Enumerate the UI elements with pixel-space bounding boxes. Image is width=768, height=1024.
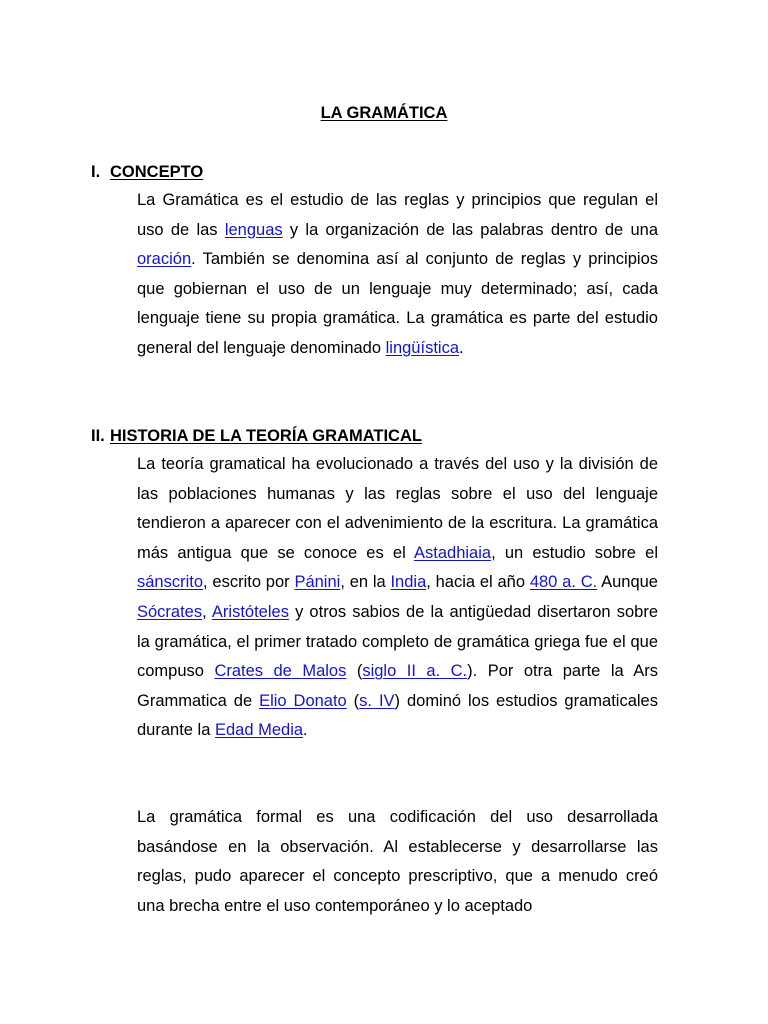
- paragraph-historia-1: [137, 450, 658, 746]
- section-number: II.: [91, 427, 105, 445]
- link-edad-media[interactable]: Edad Media: [214, 721, 304, 740]
- link-aristoteles[interactable]: Aristóteles: [211, 602, 289, 621]
- link-panini[interactable]: Pánini: [294, 573, 341, 592]
- link-lenguas[interactable]: lenguas: [224, 220, 283, 239]
- text-run: (: [346, 662, 363, 681]
- section-heading-historia: [91, 424, 422, 448]
- text-run: La teoría gramatical ha evolucionado a través del uso y la división de las poblaciones humanas y las reglas sobre el uso del lenguaje tendieron a aparecer con el advenimiento de la escritura. La gramática más antigua que se conoce es el: [137, 455, 658, 562]
- text-run: ) dominó los estudios gramaticales durante la: [137, 691, 658, 740]
- paragraph-historia-2: [137, 803, 658, 921]
- text-run: . También se denomina así al conjunto de reglas y principios que gobiernan el uso de un lenguaje muy determinado; así, cada lenguaje tiene su propia gramática. La gramática es parte del estudio general del lenguaje denominado: [137, 250, 658, 357]
- section-number: I.: [91, 163, 101, 181]
- document-title: [0, 101, 768, 125]
- link-crates-de-malos[interactable]: Crates de Malos: [214, 662, 347, 681]
- link-siglo-iv[interactable]: s. IV: [359, 691, 395, 710]
- text-run: y la organización de las palabras dentro de una: [282, 220, 658, 239]
- text-run: Aunque: [597, 573, 658, 592]
- text-run: .: [303, 721, 308, 740]
- link-sanscrito[interactable]: sánscrito: [137, 573, 204, 592]
- link-elio-donato[interactable]: Elio Donato: [259, 691, 347, 710]
- link-oracion[interactable]: oración: [137, 250, 192, 269]
- link-linguistica[interactable]: lingüística: [385, 338, 459, 357]
- text-run: , un estudio sobre el: [491, 543, 658, 562]
- text-run: , escrito por: [203, 573, 295, 592]
- text-run: y otros sabios de la antigüedad disertaron sobre la gramática, el primer tratado completo de gramática griega fue el que compuso: [137, 602, 658, 681]
- text-run: , hacia el año: [426, 573, 530, 592]
- text-run: .: [459, 338, 464, 357]
- link-india[interactable]: India: [390, 573, 427, 592]
- link-astadhiaia[interactable]: Astadhiaia: [414, 543, 492, 562]
- text-run: La gramática formal es una codificación del uso desarrollada basándose en la observación. Al establecerse y desarrollarse las reglas, pudo aparecer el concepto prescriptivo, que a menudo creó una brecha entre el uso contemporáneo y lo aceptado: [137, 808, 658, 915]
- link-socrates[interactable]: Sócrates: [137, 602, 203, 621]
- text-run: , en la: [340, 573, 391, 592]
- document-title-text: LA GRAMÁTICA: [320, 104, 448, 122]
- text-run: ). Por otra parte la Ars Grammatica de: [137, 662, 658, 710]
- text-run: La Gramática es el estudio de las reglas y principios que regulan el uso de las: [137, 191, 658, 239]
- link-siglo-ii-ac[interactable]: siglo II a. C.: [362, 662, 468, 681]
- section-heading-text: HISTORIA DE LA TEORÍA GRAMATICAL: [110, 427, 422, 445]
- link-480-ac[interactable]: 480 a. C.: [529, 573, 598, 592]
- paragraph-concepto: [137, 186, 658, 364]
- text-run: ,: [202, 602, 212, 621]
- section-heading-concepto: [91, 160, 203, 184]
- section-heading-text: CONCEPTO: [110, 163, 204, 181]
- text-run: (: [346, 691, 360, 710]
